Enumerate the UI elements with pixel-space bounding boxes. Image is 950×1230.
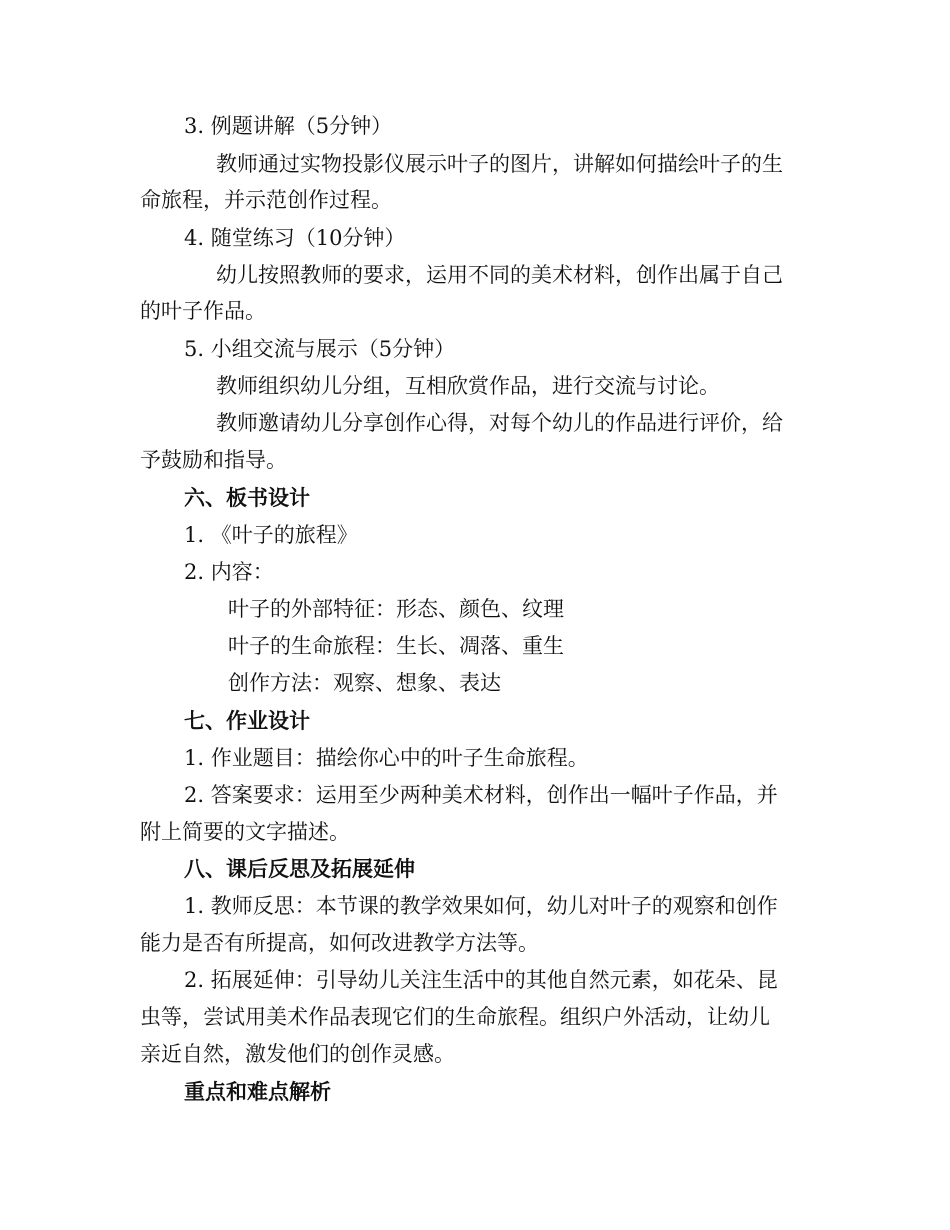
paragraph-line: 亲近自然，激发他们的创作灵感。 bbox=[140, 1042, 455, 1066]
paragraph-line: 予鼓励和指导。 bbox=[140, 448, 287, 472]
section-heading-6: 六、板书设计 bbox=[184, 486, 310, 510]
list-item-5: 5. 小组交流与展示（5分钟） bbox=[184, 337, 456, 361]
paragraph-line: 能力是否有所提高，如何改进教学方法等。 bbox=[140, 931, 539, 955]
paragraph-line: 教师邀请幼儿分享创作心得，对每个幼儿的作品进行评价，给 bbox=[216, 411, 783, 435]
content-line: 叶子的外部特征：形态、颜色、纹理 bbox=[228, 597, 564, 621]
list-item-1: 1. 作业题目：描绘你心中的叶子生命旅程。 bbox=[184, 746, 589, 770]
section-heading-7: 七、作业设计 bbox=[184, 709, 310, 733]
list-item-4: 4. 随堂练习（10分钟） bbox=[184, 226, 406, 250]
list-item-2: 2. 答案要求：运用至少两种美术材料，创作出一幅叶子作品，并 bbox=[184, 783, 778, 807]
list-item-2: 2. 拓展延伸：引导幼儿关注生活中的其他自然元素，如花朵、昆 bbox=[184, 968, 778, 992]
paragraph-line: 幼儿按照教师的要求，运用不同的美术材料，创作出属于自己 bbox=[216, 263, 783, 287]
content-line: 叶子的生命旅程：生长、凋落、重生 bbox=[228, 634, 564, 658]
list-item-1: 1. 教师反思：本节课的教学效果如何，幼儿对叶子的观察和创作 bbox=[184, 894, 778, 918]
paragraph-line: 的叶子作品。 bbox=[140, 299, 266, 323]
paragraph-line: 附上简要的文字描述。 bbox=[140, 820, 350, 844]
paragraph-line: 教师组织幼儿分组，互相欣赏作品，进行交流与讨论。 bbox=[216, 374, 720, 398]
paragraph-line: 命旅程，并示范创作过程。 bbox=[140, 188, 392, 212]
list-item-3: 3. 例题讲解（5分钟） bbox=[184, 114, 393, 138]
paragraph-line: 虫等，尝试用美术作品表现它们的生命旅程。组织户外活动，让幼儿 bbox=[140, 1005, 770, 1029]
content-line: 创作方法：观察、想象、表达 bbox=[228, 671, 501, 695]
section-heading-8: 八、课后反思及拓展延伸 bbox=[184, 857, 415, 881]
section-heading-key-points: 重点和难点解析 bbox=[184, 1080, 331, 1104]
list-item-2: 2. 内容： bbox=[184, 560, 274, 584]
list-item-1: 1. 《叶子的旅程》 bbox=[184, 523, 358, 547]
paragraph-line: 教师通过实物投影仪展示叶子的图片，讲解如何描绘叶子的生 bbox=[216, 152, 783, 176]
